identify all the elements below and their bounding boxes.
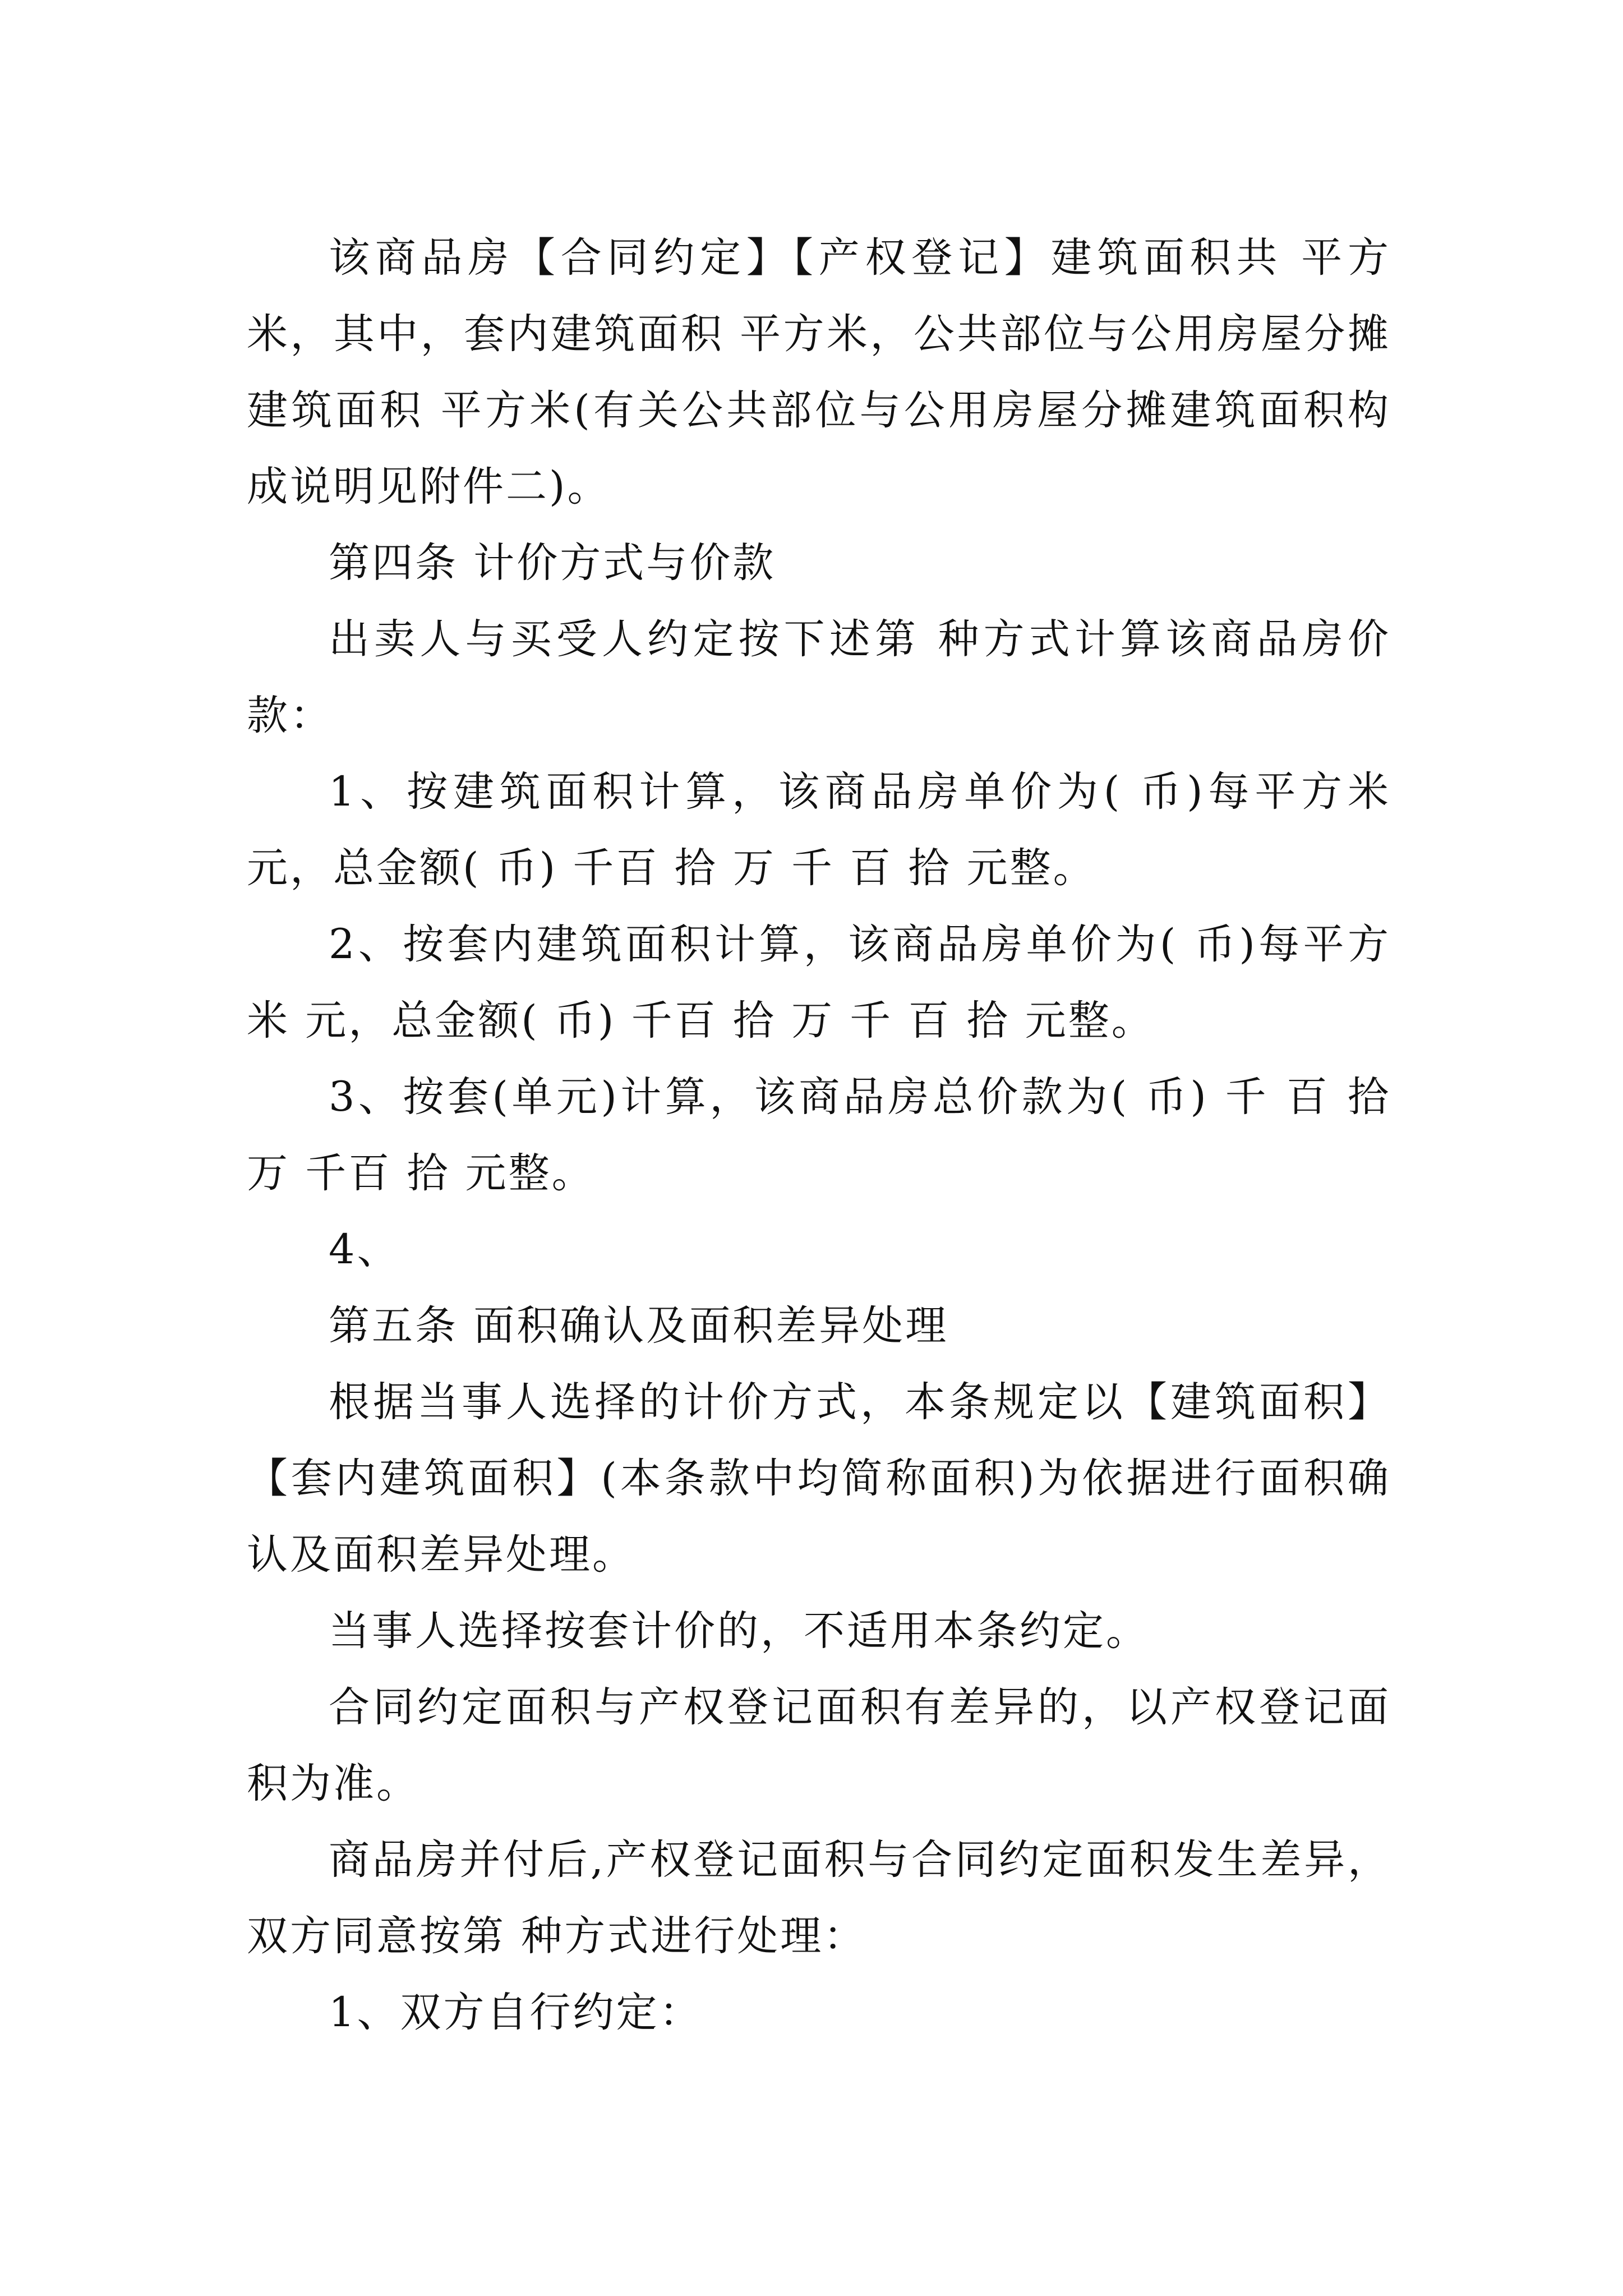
paragraph-option-3: 3、按套(单元)计算，该商品房总价款为( 币) 千 百 拾 万 千百 拾 元整。 (247, 1073, 1391, 1197)
document-body (247, 220, 1391, 2051)
paragraph-area-description: 该商品房【合同约定】【产权登记】建筑面积共 平方米，其中，套内建筑面积 平方米，公共部位与公用房屋分摊建筑面积 平方米(有关公共部位与公用房屋分摊建筑面积构成说明见附件二)。 (247, 234, 1391, 510)
paragraph-registered-area-rule: 合同约定面积与产权登记面积有差异的，以产权登记面积为准。 (247, 1683, 1391, 1807)
paragraph-option-1: 1、按建筑面积计算，该商品房单价为( 币)每平方米 元，总金额( 币) 千百 拾 万 千 百 拾 元整。 (247, 768, 1391, 892)
article-5-heading: 第五条 面积确认及面积差异处理 (329, 1302, 949, 1350)
paragraph-difference-handling: 商品房并付后,产权登记面积与合同约定面积发生差异，双方同意按第 种方式进行处理： (247, 1836, 1391, 1960)
paragraph-pricing-method: 出卖人与买受人约定按下述第 种方式计算该商品房价款： (247, 615, 1391, 739)
paragraph-per-unit-exclusion: 当事人选择按套计价的，不适用本条约定。 (329, 1607, 1149, 1655)
paragraph-area-basis: 根据当事人选择的计价方式，本条规定以【建筑面积】【套内建筑面积】(本条款中均简称面积)为依据进行面积确认及面积差异处理。 (247, 1378, 1391, 1579)
article-4-heading: 第四条 计价方式与价款 (329, 539, 776, 587)
paragraph-self-agreement: 1、双方自行约定： (329, 1989, 703, 2036)
paragraph-option-4: 4、 (329, 1226, 400, 1273)
paragraph-option-2: 2、按套内建筑面积计算，该商品房单价为( 币)每平方米 元，总金额( 币) 千百 拾 万 千 百 拾 元整。 (247, 921, 1391, 1045)
